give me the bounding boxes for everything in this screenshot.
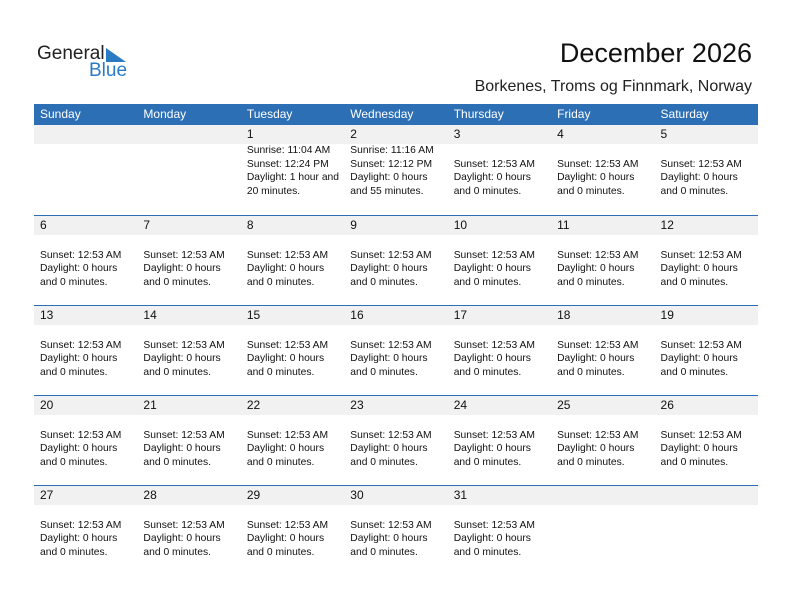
day-cell: [344, 306, 447, 379]
sun-info-line: Sunset: 12:53 AM: [246, 519, 329, 531]
sun-info-line: Sunset: 12:53 AM: [40, 519, 122, 531]
sun-info-line: Sunset: 12:53 AM: [40, 339, 122, 351]
day-cell: [344, 396, 447, 469]
sun-info-line: Sunset: 12:53 AM: [660, 429, 742, 441]
sun-info-line: Daylight: 1 hour and: [246, 172, 340, 183]
sun-info-line: Sunset: 12:53 AM: [143, 339, 225, 351]
sun-info-line: and 0 minutes.: [143, 276, 211, 288]
sun-info-line: and 0 minutes.: [557, 366, 625, 378]
sun-info: [557, 158, 654, 199]
sun-info-line: and 0 minutes.: [40, 456, 108, 468]
sun-info-line: and 0 minutes.: [557, 456, 625, 468]
day-cell: [241, 306, 344, 379]
day-cell: [551, 396, 654, 469]
sun-info-line: and 0 minutes.: [350, 456, 418, 468]
day-number: 21: [143, 398, 157, 412]
sun-info-line: Daylight: 0 hours: [143, 443, 221, 454]
sun-info: [143, 519, 240, 560]
sun-info-line: Sunset: 12:53 AM: [40, 429, 122, 441]
day-number: 9: [350, 218, 357, 232]
sun-info-line: Daylight: 0 hours: [143, 263, 221, 274]
day-number: 17: [453, 308, 468, 322]
day-cell: [34, 125, 137, 198]
sun-info-line: Sunset: 12:53 AM: [40, 249, 122, 261]
sun-info-line: Daylight: 0 hours: [40, 443, 118, 454]
weekday-monday: Monday: [143, 107, 187, 121]
week-row: [34, 215, 758, 305]
sun-info-line: and 0 minutes.: [453, 366, 522, 378]
day-cell: [448, 396, 551, 469]
sun-info-line: Daylight: 0 hours: [143, 353, 221, 364]
sun-info-line: and 0 minutes.: [350, 546, 418, 558]
sun-info-line: Sunset: 12:53 AM: [453, 429, 535, 441]
sun-info-line: Sunset: 12:12 PM: [350, 158, 433, 170]
day-cell: [448, 216, 551, 289]
weekday-saturday: Saturday: [660, 107, 709, 121]
day-number: 20: [40, 398, 54, 412]
day-number: 12: [660, 218, 674, 232]
sun-info: [454, 519, 551, 560]
sun-info-line: and 0 minutes.: [246, 276, 315, 288]
day-number: 27: [40, 488, 54, 502]
sun-info-line: Sunset: 12:53 AM: [350, 429, 432, 441]
sun-info-line: and 0 minutes.: [143, 366, 211, 378]
day-cell: [448, 306, 551, 379]
day-number: 10: [453, 218, 468, 232]
sun-info-line: and 0 minutes.: [40, 366, 108, 378]
sun-info: [40, 339, 137, 380]
logo-word-general: General: [37, 43, 105, 64]
day-number: 23: [350, 398, 364, 412]
day-cell: [241, 125, 344, 198]
sun-info-line: Daylight: 0 hours: [350, 263, 428, 274]
sun-info-line: 20 minutes.: [246, 185, 301, 197]
sun-info: [557, 339, 654, 380]
sun-info-line: Sunset: 12:53 AM: [350, 519, 432, 531]
sun-info-line: and 0 minutes.: [453, 546, 522, 558]
sun-info: [454, 249, 551, 290]
sun-info-line: and 0 minutes.: [453, 276, 522, 288]
sun-info: [40, 249, 137, 290]
calendar-grid: [34, 104, 758, 575]
sun-info: [661, 339, 758, 380]
day-number: 14: [143, 308, 157, 322]
sun-info-line: Daylight: 0 hours: [246, 533, 325, 544]
sun-info-line: Sunrise: 11:04 AM: [246, 145, 331, 156]
sun-info-line: and 0 minutes.: [660, 366, 729, 378]
day-cell: [137, 486, 240, 559]
sun-info-line: and 0 minutes.: [143, 546, 211, 558]
day-cell: [655, 125, 758, 198]
day-number: [557, 486, 654, 505]
sun-info-line: and 0 minutes.: [453, 185, 522, 197]
sun-info-line: and 0 minutes.: [350, 366, 418, 378]
week-row: [34, 125, 758, 215]
sun-info: [350, 429, 447, 470]
day-cell: [137, 216, 240, 289]
sun-info: [661, 158, 758, 199]
page-title: December 2026: [559, 38, 752, 68]
sun-info-line: Daylight: 0 hours: [246, 263, 325, 274]
sun-info-line: Daylight: 0 hours: [453, 353, 531, 364]
sun-info-line: Sunset: 12:53 AM: [453, 249, 535, 261]
sun-info-line: and 0 minutes.: [453, 456, 522, 468]
day-number: 3: [453, 127, 461, 141]
sun-info-line: Daylight: 0 hours: [453, 443, 531, 454]
day-number: 22: [246, 398, 261, 412]
day-number: 15: [246, 308, 261, 322]
sun-info-line: Sunset: 12:53 AM: [557, 429, 639, 441]
sun-info-line: and 0 minutes.: [350, 276, 418, 288]
day-cell: [551, 125, 654, 198]
sun-info-line: Sunset: 12:53 AM: [660, 339, 742, 351]
sun-info-line: and 0 minutes.: [246, 456, 315, 468]
day-number: 16: [350, 308, 364, 322]
location-subtitle: Borkenes, Troms og Finnmark, Norway: [474, 78, 752, 95]
sun-info-line: and 0 minutes.: [40, 276, 108, 288]
sun-info-line: Daylight: 0 hours: [660, 353, 738, 364]
sun-info-line: Sunset: 12:24 PM: [246, 158, 329, 170]
sun-info: [350, 519, 447, 560]
sun-info-line: Daylight: 0 hours: [660, 172, 738, 183]
sun-info-line: Daylight: 0 hours: [557, 172, 635, 183]
day-number: 19: [660, 308, 674, 322]
day-cell: [137, 306, 240, 379]
day-number: 5: [660, 127, 668, 141]
sun-info-line: and 0 minutes.: [246, 546, 315, 558]
day-cell: [344, 125, 447, 198]
day-cell: [34, 396, 137, 469]
sun-info: [143, 429, 240, 470]
day-number: 13: [40, 308, 54, 322]
day-cell: [655, 306, 758, 379]
sun-info-line: and 0 minutes.: [557, 276, 625, 288]
sun-info-line: and 0 minutes.: [143, 456, 211, 468]
sun-info-line: Daylight: 0 hours: [350, 353, 428, 364]
day-number: [661, 486, 758, 505]
sun-info-line: Sunset: 12:53 AM: [246, 249, 329, 261]
weekday-tuesday: Tuesday: [246, 107, 293, 121]
sun-info-line: Sunset: 12:53 AM: [453, 519, 535, 531]
sun-info-line: and 0 minutes.: [40, 546, 108, 558]
day-number: 26: [660, 398, 674, 412]
sun-info-line: Sunset: 12:53 AM: [453, 158, 535, 170]
weekday-header: [34, 104, 758, 125]
day-cell: [241, 486, 344, 559]
sun-info-line: Sunset: 12:53 AM: [453, 339, 535, 351]
day-cell: [137, 125, 240, 198]
sun-info-line: and 55 minutes.: [350, 185, 424, 197]
day-cell: [655, 486, 758, 559]
day-number: 25: [557, 398, 571, 412]
sun-info: [350, 144, 447, 198]
sun-info-line: Sunset: 12:53 AM: [660, 158, 742, 170]
sun-info: [40, 519, 137, 560]
sun-info-line: Daylight: 0 hours: [350, 533, 428, 544]
sun-info-line: Daylight: 0 hours: [453, 172, 531, 183]
sun-info: [350, 249, 447, 290]
sun-info-line: Daylight: 0 hours: [40, 353, 118, 364]
sun-info-line: Daylight: 0 hours: [557, 263, 635, 274]
sun-info: [661, 429, 758, 470]
sun-info: [247, 339, 344, 380]
sun-info-line: Sunset: 12:53 AM: [557, 339, 639, 351]
day-cell: [551, 486, 654, 559]
sun-info: [661, 249, 758, 290]
day-cell: [344, 216, 447, 289]
sun-info-line: Daylight: 0 hours: [143, 533, 221, 544]
generalblue-logo: [37, 43, 137, 83]
sun-info: [454, 339, 551, 380]
sun-info-line: Sunset: 12:53 AM: [557, 158, 639, 170]
day-number: [143, 125, 240, 144]
sun-info-line: Daylight: 0 hours: [40, 263, 118, 274]
sun-info-line: Daylight: 0 hours: [660, 263, 738, 274]
sun-info-line: Sunset: 12:53 AM: [660, 249, 742, 261]
weekday-thursday: Thursday: [453, 107, 504, 121]
day-number: 8: [246, 218, 254, 232]
sun-info-line: Sunset: 12:53 AM: [246, 429, 329, 441]
sun-info-line: Daylight: 0 hours: [350, 172, 428, 183]
day-number: 31: [453, 488, 468, 502]
sun-info-line: Daylight: 0 hours: [246, 443, 325, 454]
sun-info-line: and 0 minutes.: [660, 185, 729, 197]
day-cell: [137, 396, 240, 469]
day-number: 7: [143, 218, 151, 232]
sun-info-line: and 0 minutes.: [557, 185, 625, 197]
week-row: [34, 395, 758, 485]
day-cell: [655, 396, 758, 469]
day-cell: [344, 486, 447, 559]
sun-info-line: and 0 minutes.: [246, 366, 315, 378]
sun-info: [247, 144, 344, 198]
day-number: 1: [246, 127, 254, 141]
sun-info-line: Sunrise: 11:16 AM: [350, 145, 434, 156]
sun-info-line: Sunset: 12:53 AM: [246, 339, 329, 351]
day-cell: [34, 486, 137, 559]
sun-info-line: Daylight: 0 hours: [660, 443, 738, 454]
day-number: 29: [246, 488, 261, 502]
sun-info-line: Daylight: 0 hours: [557, 353, 635, 364]
day-number: 18: [557, 308, 571, 322]
sun-info-line: Sunset: 12:53 AM: [143, 429, 225, 441]
sun-info-line: Daylight: 0 hours: [453, 533, 531, 544]
sun-info-line: Sunset: 12:53 AM: [143, 249, 225, 261]
day-number: [40, 125, 137, 144]
day-number: 28: [143, 488, 157, 502]
sun-info: [247, 519, 344, 560]
day-cell: [448, 125, 551, 198]
day-number: 4: [557, 127, 564, 141]
sun-info-line: Sunset: 12:53 AM: [350, 339, 432, 351]
sun-info-line: Sunset: 12:53 AM: [350, 249, 432, 261]
day-cell: [34, 216, 137, 289]
day-cell: [551, 306, 654, 379]
sun-info: [247, 429, 344, 470]
sun-info-line: and 0 minutes.: [660, 456, 729, 468]
day-number: 11: [557, 218, 570, 232]
sun-info-line: Daylight: 0 hours: [350, 443, 428, 454]
weekday-sunday: Sunday: [40, 107, 81, 121]
day-cell: [551, 216, 654, 289]
day-number: 6: [40, 218, 47, 232]
weekday-wednesday: Wednesday: [350, 107, 414, 121]
day-cell: [241, 396, 344, 469]
weekday-friday: Friday: [557, 107, 591, 121]
day-cell: [241, 216, 344, 289]
sun-info: [454, 158, 551, 199]
week-row: [34, 305, 758, 395]
sun-info: [143, 249, 240, 290]
sun-info: [40, 429, 137, 470]
sun-info-line: Sunset: 12:53 AM: [557, 249, 639, 261]
sun-info-line: Sunset: 12:53 AM: [143, 519, 225, 531]
day-cell: [655, 216, 758, 289]
sun-info: [557, 429, 654, 470]
day-number: 24: [453, 398, 468, 412]
sun-info-line: Daylight: 0 hours: [40, 533, 118, 544]
sun-info-line: Daylight: 0 hours: [557, 443, 635, 454]
day-cell: [448, 486, 551, 559]
sun-info-line: Daylight: 0 hours: [246, 353, 325, 364]
week-row: [34, 485, 758, 575]
logo-word-blue: Blue: [89, 60, 128, 81]
sun-info-line: Daylight: 0 hours: [453, 263, 531, 274]
sun-info: [247, 249, 344, 290]
sun-info: [143, 339, 240, 380]
sun-info: [454, 429, 551, 470]
sun-info: [350, 339, 447, 380]
day-number: 2: [350, 127, 357, 141]
day-number: 30: [350, 488, 364, 502]
sun-info-line: and 0 minutes.: [660, 276, 729, 288]
day-cell: [34, 306, 137, 379]
sun-info: [557, 249, 654, 290]
